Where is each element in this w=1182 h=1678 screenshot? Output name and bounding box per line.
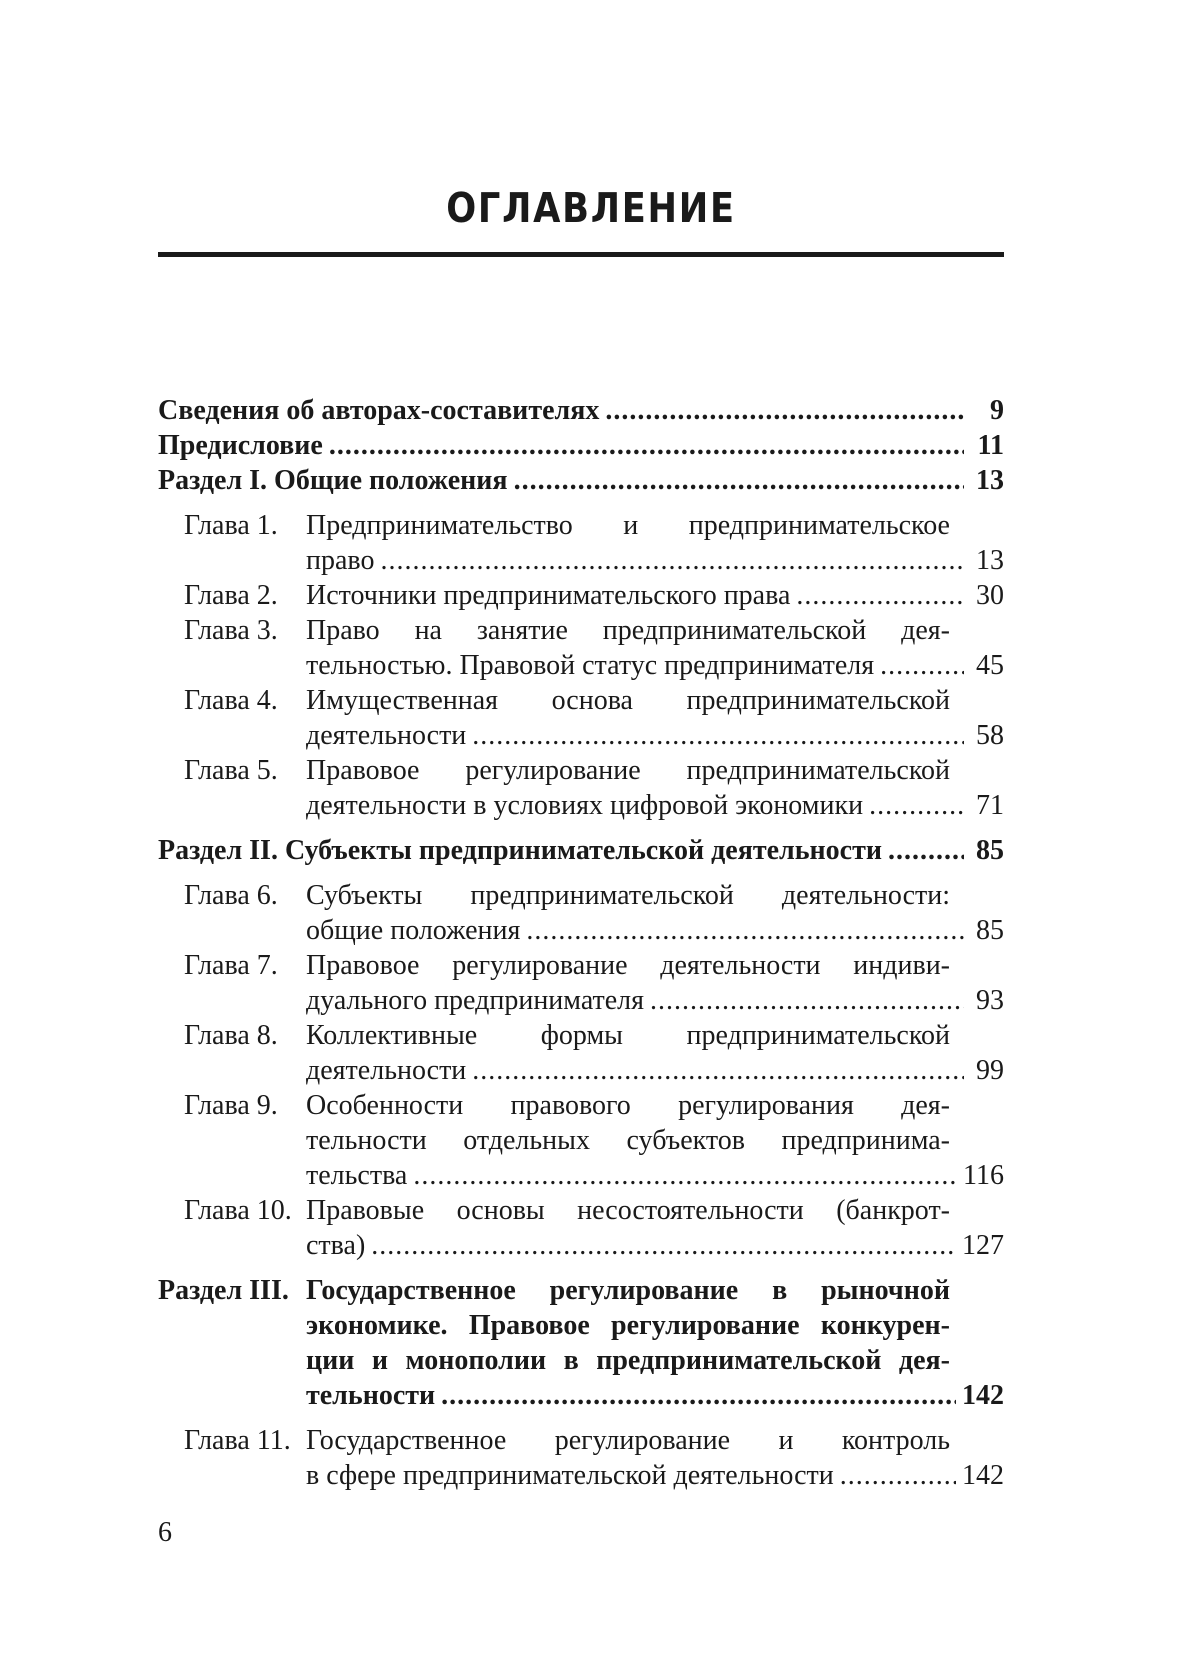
chapter-label: Глава 1. [184, 510, 278, 541]
toc-entry[interactable] [158, 393, 1004, 428]
page-reference: 13 [976, 465, 1004, 496]
entry-last-line [306, 718, 1004, 753]
entry-body [306, 948, 1004, 1018]
page-reference: 85 [976, 915, 1004, 946]
chapter-label: Глава 10. [184, 1195, 292, 1226]
page-reference: 11 [977, 430, 1004, 461]
entry-last-line [306, 1378, 1004, 1413]
dot-leader [441, 1378, 956, 1413]
entry-body [306, 508, 1004, 578]
chapter-label: Глава 4. [184, 685, 278, 716]
entry-last-line [158, 393, 1004, 428]
entry-title: Источники предпринимательского права [306, 580, 791, 611]
entry-text-line: Государственное регулирование и контроль [306, 1425, 950, 1456]
entry-text-line: Государственное регулирование в рыночной [306, 1275, 950, 1306]
dot-leader [650, 983, 964, 1018]
entry-title: Сведения об авторах-составителях [158, 395, 600, 426]
chapter-label: Глава 6. [184, 880, 278, 911]
page-number: 6 [158, 1517, 172, 1548]
entry-last-line [306, 983, 1004, 1018]
toc-chapter-entry[interactable] [158, 1018, 1004, 1088]
chapter-label: Глава 9. [184, 1090, 278, 1121]
entry-text-line: Коллективные формы предпринимательской [306, 1020, 950, 1051]
page-reference: 142 [962, 1460, 1004, 1491]
dot-leader [869, 788, 964, 823]
entry-body [158, 833, 1004, 868]
toc-chapter-entry[interactable] [158, 683, 1004, 753]
dot-leader [605, 393, 964, 428]
entry-last-line [306, 1053, 1004, 1088]
toc-chapter-entry[interactable] [158, 878, 1004, 948]
page-reference: 9 [990, 395, 1004, 426]
entry-title: тельности [306, 1380, 436, 1411]
page-reference: 142 [962, 1380, 1004, 1411]
entry-text-line: тельности отдельных субъектов предпринима- [306, 1125, 950, 1156]
dot-leader [514, 463, 964, 498]
page-reference: 116 [963, 1160, 1004, 1191]
page-reference: 93 [976, 985, 1004, 1016]
entry-title: тельностью. Правовой статус предпринимателя [306, 650, 875, 681]
toc-chapter-entry[interactable] [158, 1423, 1004, 1493]
entry-body [306, 578, 1004, 613]
entry-title: деятельности [306, 1055, 467, 1086]
table-of-contents [158, 393, 1004, 1493]
entry-body [306, 1273, 1004, 1413]
entry-text-line: Право на занятие предпринимательской дея- [306, 615, 950, 646]
toc-chapter-entry[interactable] [158, 613, 1004, 683]
entry-text-line: Имущественная основа предпринимательской [306, 685, 950, 716]
entry-title: ства) [306, 1230, 366, 1261]
entry-last-line [306, 788, 1004, 823]
entry-body [306, 613, 1004, 683]
page-reference: 71 [976, 790, 1004, 821]
dot-leader [380, 543, 964, 578]
entry-title: в сфере предпринимательской деятельности [306, 1460, 834, 1491]
toc-chapter-entry[interactable] [158, 948, 1004, 1018]
chapter-label: Глава 8. [184, 1020, 278, 1051]
dot-leader [888, 833, 964, 868]
entry-title: тельства [306, 1160, 408, 1191]
section-label: Раздел III. [158, 1275, 289, 1306]
chapter-label: Глава 2. [184, 580, 278, 611]
entry-title: Предисловие [158, 430, 323, 461]
dot-leader [371, 1228, 956, 1263]
entry-body [306, 1423, 1004, 1493]
entry-text-line: Особенности правового регулирования дея- [306, 1090, 950, 1121]
entry-text-line: Правовое регулирование предпринимательской [306, 755, 950, 786]
entry-body [158, 463, 1004, 498]
entry-text-line: ции и монополии в предпринимательской дея- [306, 1345, 950, 1376]
entry-body [306, 1193, 1004, 1263]
toc-section-entry[interactable] [158, 463, 1004, 498]
toc-section-entry[interactable] [158, 1273, 1004, 1413]
page-reference: 13 [976, 545, 1004, 576]
page-title: ОГЛАВЛЕНИЕ [446, 184, 736, 232]
entry-body [158, 393, 1004, 428]
page-reference: 58 [976, 720, 1004, 751]
dot-leader [796, 578, 964, 613]
toc-chapter-entry[interactable] [158, 1088, 1004, 1193]
entry-body [306, 878, 1004, 948]
entry-last-line [306, 1228, 1004, 1263]
entry-title: дуального предпринимателя [306, 985, 645, 1016]
entry-text-line: Правовые основы несостоятельности (банкрот- [306, 1195, 950, 1226]
page-reference: 127 [962, 1230, 1004, 1261]
entry-title: Раздел I. Общие положения [158, 465, 508, 496]
toc-chapter-entry[interactable] [158, 508, 1004, 578]
dot-leader [472, 1053, 964, 1088]
entry-last-line [306, 578, 1004, 613]
entry-body [306, 683, 1004, 753]
entry-title: деятельности [306, 720, 467, 751]
chapter-label: Глава 5. [184, 755, 278, 786]
dot-leader [526, 913, 964, 948]
toc-chapter-entry[interactable] [158, 1193, 1004, 1263]
entry-body [306, 1088, 1004, 1193]
page-reference: 99 [976, 1055, 1004, 1086]
page-reference: 85 [976, 835, 1004, 866]
toc-chapter-entry[interactable] [158, 753, 1004, 823]
title-underline [158, 252, 1004, 257]
dot-leader [413, 1158, 957, 1193]
entry-body [306, 753, 1004, 823]
page-reference: 30 [976, 580, 1004, 611]
entry-title: деятельности в условиях цифровой экономики [306, 790, 864, 821]
entry-text-line: Субъекты предпринимательской деятельности: [306, 880, 950, 911]
entry-last-line [306, 913, 1004, 948]
entry-last-line [158, 428, 1004, 463]
chapter-label: Глава 7. [184, 950, 278, 981]
chapter-label: Глава 11. [184, 1425, 291, 1456]
dot-leader [880, 648, 964, 683]
dot-leader [840, 1458, 956, 1493]
entry-title: Раздел II. Субъекты предпринимательской деятельности [158, 835, 882, 866]
entry-last-line [158, 833, 1004, 868]
toc-section-entry[interactable] [158, 833, 1004, 868]
entry-text-line: Правовое регулирование деятельности индиви- [306, 950, 950, 981]
entry-title: право [306, 545, 375, 576]
toc-chapter-entry[interactable] [158, 578, 1004, 613]
entry-body [158, 428, 1004, 463]
entry-text-line: экономике. Правовое регулирование конкурен- [306, 1310, 950, 1341]
entry-title: общие положения [306, 915, 521, 946]
entry-last-line [306, 648, 1004, 683]
entry-last-line [306, 543, 1004, 578]
entry-body [306, 1018, 1004, 1088]
dot-leader [472, 718, 964, 753]
toc-entry[interactable] [158, 428, 1004, 463]
page-reference: 45 [976, 650, 1004, 681]
chapter-label: Глава 3. [184, 615, 278, 646]
entry-last-line [306, 1458, 1004, 1493]
entry-last-line [306, 1158, 1004, 1193]
entry-text-line: Предпринимательство и предпринимательское [306, 510, 950, 541]
dot-leader [329, 428, 964, 463]
entry-last-line [158, 463, 1004, 498]
